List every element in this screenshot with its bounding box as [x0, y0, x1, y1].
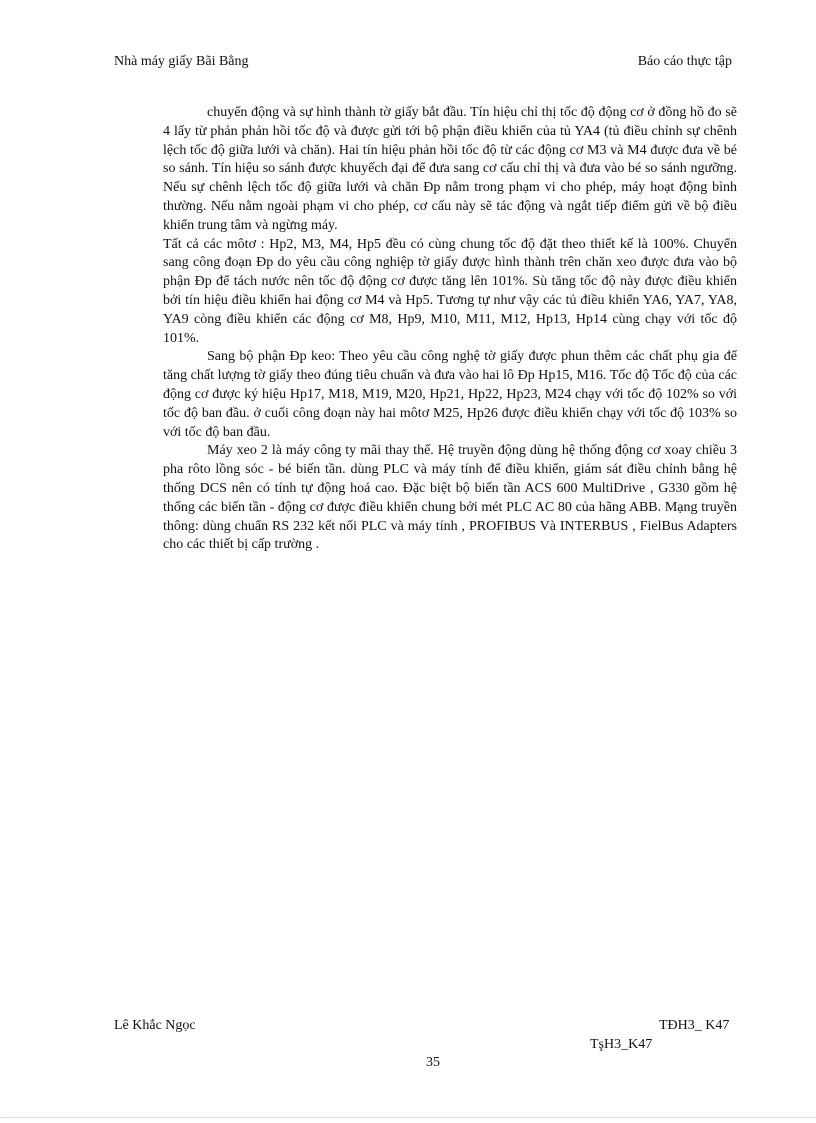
footer-author: Lê Khắc Ngọc: [114, 1018, 196, 1033]
paragraph-1: chuyển động và sự hình thành tờ giấy bắt đầu. Tín hiệu chỉ thị tốc độ động cơ ở đồng hồ đo sẽ 4 lấy từ phản phản hồi tốc độ và được gửi tới bộ phận điều khiển của tủ YA4 (tủ điều chỉnh sự chênh lệch tốc độ giữa lưới và chăn). Hai tín hiệu phản hồi tốc độ từ các động cơ M3 và M4 được đưa về bé so sánh. Tín hiệu so sánh được khuyếch đại để đưa sang cơ cấu chỉ thị và đưa vào bé so sánh ngưỡng. Nếu sự chênh lệch tốc độ giữa lưới và chăn Đp nằm trong phạm vi cho phép, máy hoạt động bình thường. Nếu nằm ngoài phạm vi cho phép, cơ cấu này sẽ tác động và ngắt tiếp điểm gửi về bộ điều khiển trung tâm và ngừng máy.: [163, 105, 737, 233]
footer-class-2: TşH3_K47: [590, 1037, 653, 1052]
header-left: Nhà máy giấy Bãi Bằng: [114, 54, 249, 69]
body-text: [163, 104, 737, 555]
header-right: Báo cáo thực tập: [637, 54, 732, 69]
page-bottom-divider: [0, 1117, 816, 1118]
paragraph-3: Sang bộ phận Đp keo: Theo yêu cầu công nghệ tờ giấy được phun thêm các chất phụ gia để tăng chất lượng tờ giấy theo đúng tiêu chuẩn và đưa vào hai lô Đp Hp15, M16. Tốc độ Tốc độ của các động cơ được ký hiệu Hp17, M18, M19, M20, Hp21, Hp22, Hp23, M24 chạy với tốc độ 102% so với tốc độ ban đầu. ở cuối công đoạn này hai môtơ M25, Hp26 được điều khiển chạy với tốc độ 103% so với tốc độ ban đầu.: [163, 349, 737, 440]
paragraph-4: Máy xeo 2 là máy công ty mãi thay thế. Hệ truyền động dùng hệ thống động cơ xoay chiều 3 pha rôto lồng sóc - bé biến tần. dùng PLC và máy tính để điều khiển, giám sát điều chỉnh bằng hệ thống DCS nên có tính tự động hoá cao. Đặc biệt bộ biến tần ACS 600 MultiDrive , G330 gồm hệ thống các biến tần - động cơ được điều khiển chung bởi mét PLC AC 80 của hãng ABB. Mạng truyền thông: dùng chuẩn RS 232 kết nối PLC và máy tính , PROFIBUS Và INTERBUS , FielBus Adapters cho các thiết bị cấp trường .: [163, 443, 737, 553]
page-number: 35: [426, 1055, 440, 1070]
paragraph-2: Tất cả các môtơ : Hp2, M3, M4, Hp5 đều có cùng chung tốc độ đặt theo thiết kế là 100%. Chuyển sang công đoạn Đp do yêu cầu công nghiệp tờ giấy được hình thành trên chăn xeo được đưa vào bộ phận Đp để tách nước nên tốc độ động cơ được tăng lên 101%. Sù tăng tốc độ này được điều khiển bởi tín hiệu điều khiển hai động cơ M4 và Hp5. Tương tự như vậy các tủ điều khiển YA6, YA7, YA8, YA9 còng điều khiển các động cơ M8, Hp9, M10, M11, M12, Hp13, Hp14 cùng chạy với tốc độ 101%.: [163, 236, 737, 346]
footer-class-1: TĐH3_ K47: [659, 1018, 730, 1033]
